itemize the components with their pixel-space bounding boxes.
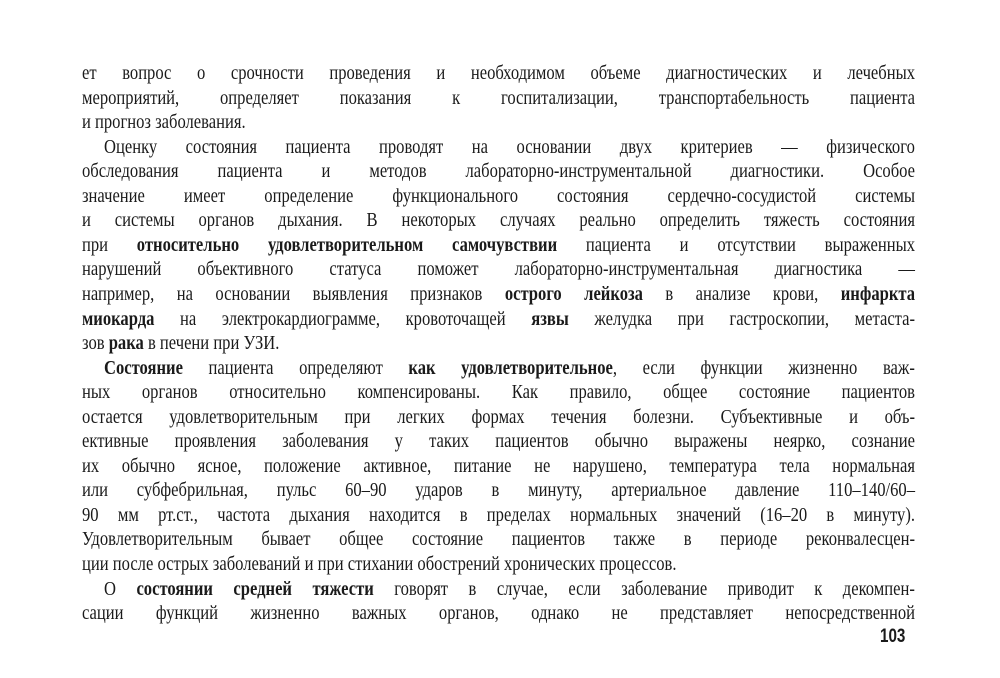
text-segment: остается удовлетворительным при легких формах течения болезни. Субъективные и объ- — [82, 406, 915, 428]
text-segment: в анализе крови, — [642, 283, 841, 305]
text-segment: Оценку состояния пациента проводят на основании двух критериев — физического — [104, 136, 915, 158]
text-line — [82, 258, 915, 282]
text-line — [82, 234, 915, 258]
bold-term: относительно удовлетворительном самочувствии — [136, 234, 558, 256]
text-segment: , если функции жизненно важ- — [612, 357, 915, 379]
text-line — [82, 479, 915, 503]
page-number: 103 — [880, 626, 906, 647]
text-line — [82, 160, 915, 184]
bold-term: миокарда — [82, 308, 155, 330]
text-line — [82, 209, 915, 233]
text-segment: нарушений объективного статуса поможет лабораторно-инструментальная диагностика — — [82, 259, 915, 281]
text-segment: их обычно ясное, положение активное, питание не нарушено, температура тела нормальная — [82, 455, 915, 477]
bold-term: состоянии средней тяжести — [136, 578, 374, 600]
text-segment: говорят в случае, если заболевание приводит к декомпен- — [373, 578, 915, 600]
text-segment: например, на основании выявления признаков — [82, 283, 505, 305]
text-line — [82, 455, 915, 479]
text-segment: Удовлетворительным бывает общее состояние пациентов также в периоде реконвалесцен- — [82, 529, 915, 551]
text-line — [104, 578, 915, 602]
text-segment: на электрокардиограмме, кровоточащей — [154, 308, 532, 330]
bold-term: язвы — [531, 308, 569, 330]
text-line — [104, 357, 915, 381]
text-segment: и прогноз заболевания. — [82, 112, 246, 134]
text-segment: в печени при УЗИ. — [143, 333, 280, 355]
text-line — [104, 136, 915, 160]
text-line — [82, 528, 915, 552]
text-segment: зов — [82, 333, 109, 355]
text-line — [82, 381, 915, 405]
text-segment: и системы органов дыхания. В некоторых случаях реально определить тяжесть состояния — [82, 210, 915, 232]
text-segment: или субфебрильная, пульс 60–90 ударов в минуту, артериальное давление 110–140/60– — [82, 480, 915, 502]
bold-term: как удовлетворительное — [408, 357, 613, 379]
text-segment: желудка при гастроскопии, метаста- — [568, 308, 915, 330]
text-line — [82, 283, 915, 307]
text-line — [82, 185, 915, 209]
text-line — [82, 62, 915, 86]
text-line — [82, 406, 915, 430]
text-line — [82, 87, 915, 111]
bold-term: острого лейкоза — [504, 283, 643, 305]
text-segment: ективные проявления заболевания у таких пациентов обычно выражены неярко, сознание — [82, 431, 915, 453]
text-segment: мероприятий, определяет показания к госпитализации, транспортабельность пациента — [82, 87, 915, 109]
text-line — [82, 602, 915, 626]
text-line — [82, 504, 915, 528]
text-segment: О — [104, 578, 137, 600]
text-segment: значение имеет определение функционального состояния сердечно-сосудистой системы — [82, 185, 915, 207]
text-line — [82, 430, 915, 454]
text-segment: при — [82, 234, 137, 256]
bold-term: инфаркта — [840, 283, 916, 305]
text-segment: пациента определяют — [182, 357, 409, 379]
text-line — [82, 553, 915, 577]
text-segment: ции после острых заболеваний и при стихании обострений хронических процессов. — [82, 554, 677, 575]
text-line — [82, 111, 915, 135]
bold-term: рака — [108, 333, 144, 355]
text-segment: ных органов относительно компенсированы. Как правило, общее состояние пациентов — [82, 382, 915, 404]
text-line — [82, 308, 915, 332]
bold-term: Состояние — [104, 357, 183, 379]
text-segment: сации функций жизненно важных органов, однако не представляет непосредственной — [82, 603, 915, 625]
text-segment: обследования пациента и методов лабораторно-инструментальной диагностики. Особое — [82, 161, 915, 183]
text-segment: ет вопрос о срочности проведения и необходимом объеме диагностических и лечебных — [82, 63, 915, 84]
text-line — [82, 332, 915, 356]
text-segment: пациента и отсутствии выраженных — [557, 234, 916, 256]
text-segment: 90 мм рт.ст., частота дыхания находится в пределах нормальных значений (16–20 в минуту). — [82, 504, 915, 526]
